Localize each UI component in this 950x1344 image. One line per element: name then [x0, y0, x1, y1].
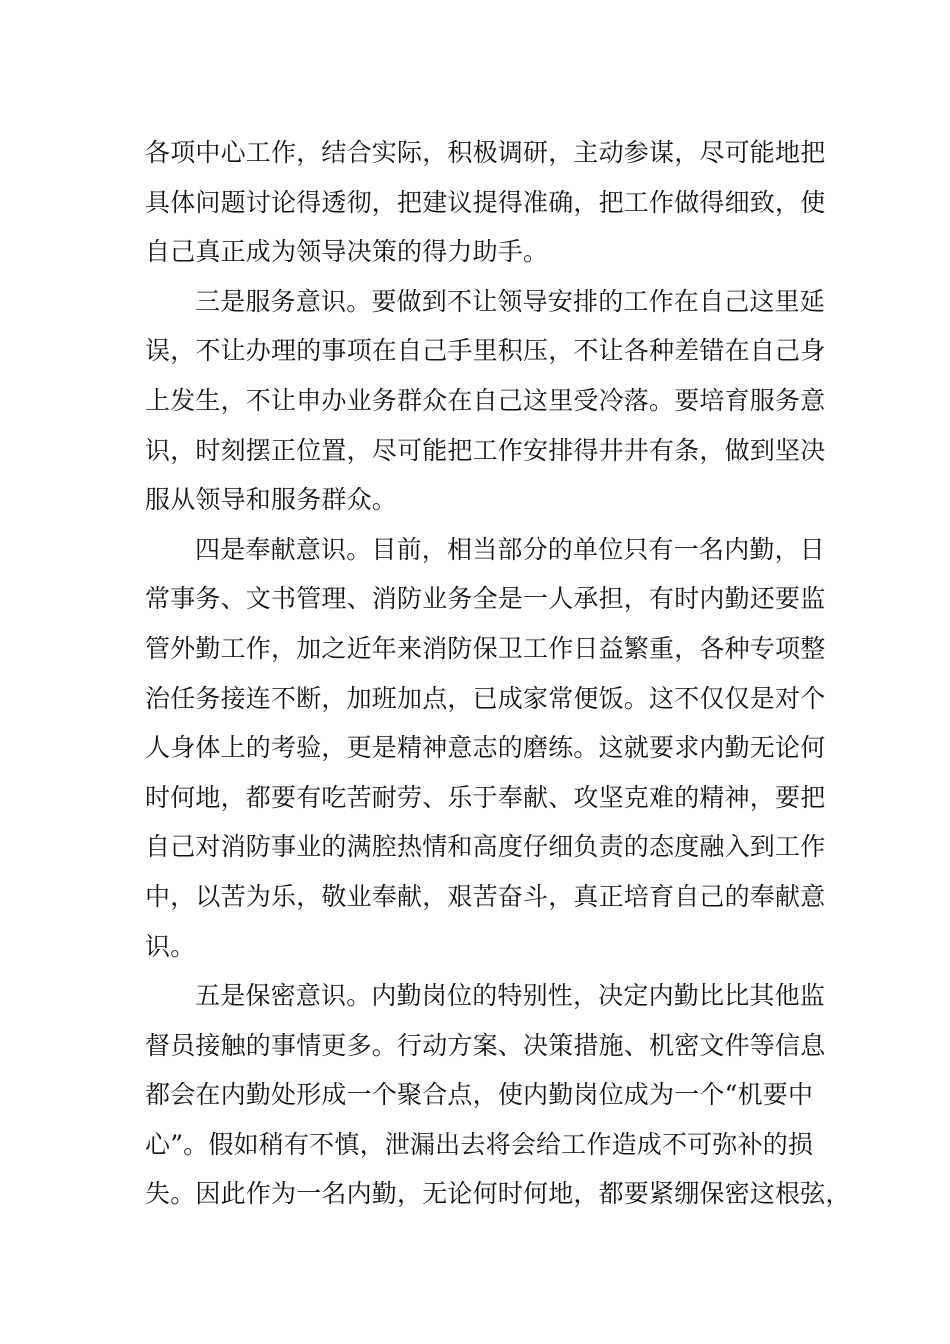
text-line: 管外勤工作，加之近年来消防保卫工作日益繁重，各种专项整: [145, 633, 826, 663]
text-line: 自己真正成为领导决策的得力助手。: [145, 237, 549, 267]
text-line: 人身体上的考验，更是精神意志的磨练。这就要求内勤无论何: [145, 733, 826, 763]
text-line: 上发生，不让申办业务群众在自己这里受冷落。要培育服务意: [145, 385, 826, 415]
document-body: [145, 128, 851, 1219]
text-line: 都会在内勤处形成一个聚合点，使内勤岗位成为一个“机要中: [145, 1080, 814, 1110]
text-line: 中，以苦为乐，敬业奉献，艰苦奋斗，真正培育自己的奉献意: [145, 881, 826, 911]
text-line: 心”。假如稍有不慎，泄漏出去将会给工作造成不可弥补的损: [145, 1129, 814, 1159]
text-line: 督员接触的事情更多。行动方案、决策措施、机密文件等信息: [145, 1030, 826, 1060]
paragraph-start-line: 三是服务意识。要做到不让领导安排的工作在自己这里延: [195, 286, 826, 316]
paragraph-start-line: 五是保密意识。内勤岗位的特别性，决定内勤比比其他监: [195, 981, 826, 1011]
text-line: 服从领导和服务群众。: [145, 485, 398, 515]
text-line: 识，时刻摆正位置，尽可能把工作安排得井井有条，做到坚决: [145, 435, 826, 465]
text-line: 误，不让办理的事项在自己手里积压，不让各种差错在自己身: [145, 336, 826, 366]
text-line: 具体问题讨论得透彻，把建议提得准确，把工作做得细致，使: [145, 187, 826, 217]
text-line: 各项中心工作，结合实际，积极调研，主动参谋，尽可能地把: [145, 138, 826, 167]
text-line: 识。: [145, 931, 196, 961]
text-line: 治任务接连不断，加班加点，已成家常便饭。这不仅仅是对个: [145, 683, 826, 713]
text-line: 失。因此作为一名内勤，无论何时何地，都要紧绷保密这根弦，: [145, 1179, 851, 1209]
text-line: 自己对消防事业的满腔热情和高度仔细负责的态度融入到工作: [145, 832, 826, 862]
text-line: 时何地，都要有吃苦耐劳、乐于奉献、攻坚克难的精神，要把: [145, 782, 826, 812]
paragraph-start-line: 四是奉献意识。目前，相当部分的单位只有一名内勤，日: [195, 534, 826, 564]
text-line: 常事务、文书管理、消防业务全是一人承担，有时内勤还要监: [145, 584, 826, 614]
